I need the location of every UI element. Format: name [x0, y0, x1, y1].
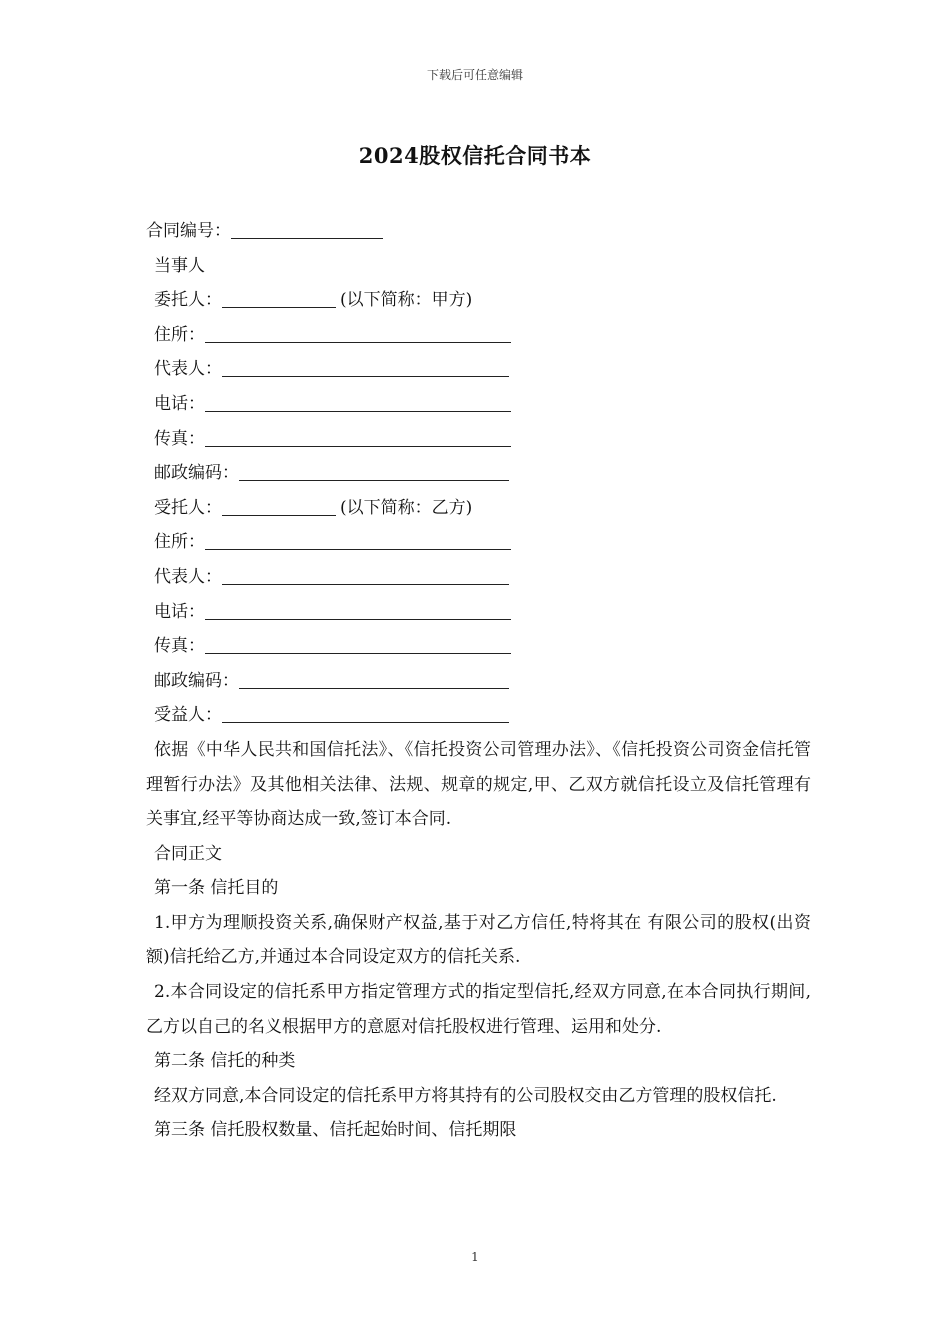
trustee-postcode-label: 邮政编码： — [154, 670, 239, 691]
principal-address-label: 住所： — [154, 324, 205, 345]
preamble-paragraph: 依据《中华人民共和国信托法》、《信托投资公司管理办法》、《信托投资公司资金信托管理暂行办法》及其他相关法律、法规、规章的规定,甲、乙双方就信托设立及信托管理有关事宜,经平等协商达成一致,签订本合同. — [146, 739, 811, 830]
principal-rep-label: 代表人： — [154, 359, 222, 380]
trustee-fax-label: 传真： — [154, 636, 205, 657]
beneficiary-line — [146, 698, 811, 733]
beneficiary-blank[interactable] — [222, 698, 509, 723]
trustee-postcode-line — [146, 664, 811, 699]
trustee-blank[interactable] — [222, 491, 336, 516]
article2-clause1: 经双方同意,本合同设定的信托系甲方将其持有的公司股权交由乙方管理的股权信托. — [154, 1085, 777, 1106]
principal-rep-blank[interactable] — [222, 352, 509, 377]
trustee-label: 受托人： — [154, 497, 222, 518]
principal-fax-label: 传真： — [154, 428, 205, 449]
principal-address-line — [146, 318, 811, 353]
trustee-fax-blank[interactable] — [205, 629, 511, 654]
trustee-suffix: (以下简称：乙方) — [340, 497, 473, 518]
trustee-rep-line — [146, 560, 811, 595]
contract-number-line — [146, 214, 811, 249]
principal-blank[interactable] — [222, 283, 336, 308]
principal-postcode-label: 邮政编码： — [154, 463, 239, 484]
trustee-line — [146, 491, 811, 526]
principal-phone-label: 电话： — [154, 393, 205, 414]
article2-heading: 第二条 信托的种类 — [154, 1051, 296, 1072]
body-heading: 合同正文 — [154, 843, 222, 864]
principal-fax-line — [146, 422, 811, 457]
article3-heading: 第三条 信托股权数量、信托起始时间、信托期限 — [154, 1120, 517, 1141]
trustee-phone-blank[interactable] — [205, 595, 511, 620]
trustee-fax-line — [146, 629, 811, 664]
principal-fax-blank[interactable] — [205, 422, 511, 447]
article1-clause2: 2.本合同设定的信托系甲方指定管理方式的指定型信托,经双方同意,在本合同执行期间,乙方以自己的名义根据甲方的意愿对信托股权进行管理、运用和处分. — [146, 982, 811, 1037]
principal-phone-line — [146, 387, 811, 422]
trustee-postcode-blank[interactable] — [239, 664, 509, 689]
trustee-address-label: 住所： — [154, 532, 205, 553]
principal-address-blank[interactable] — [205, 318, 511, 343]
document-title: 2024股权信托合同书本 — [358, 143, 592, 168]
contract-number-blank[interactable] — [231, 214, 383, 239]
parties-heading: 当事人 — [154, 255, 205, 276]
principal-rep-line — [146, 352, 811, 387]
trustee-rep-label: 代表人： — [154, 566, 222, 587]
contract-body — [146, 214, 811, 1148]
trustee-address-line — [146, 525, 811, 560]
principal-suffix: (以下简称：甲方) — [340, 290, 473, 311]
trustee-phone-line — [146, 595, 811, 630]
principal-line — [146, 283, 811, 318]
principal-postcode-blank[interactable] — [239, 456, 509, 481]
page-number: 1 — [471, 1250, 479, 1264]
contract-number-label: 合同编号： — [146, 221, 231, 241]
beneficiary-label: 受益人： — [154, 705, 222, 726]
principal-phone-blank[interactable] — [205, 387, 511, 412]
trustee-rep-blank[interactable] — [222, 560, 509, 585]
principal-label: 委托人： — [154, 290, 222, 311]
trustee-address-blank[interactable] — [205, 525, 511, 550]
article1-clause1: 1.甲方为理顺投资关系,确保财产权益,基于对乙方信任,特将其在 有限公司的股权(出资额)信托给乙方,并通过本合同设定双方的信托关系. — [146, 912, 811, 968]
article1-heading: 第一条 信托目的 — [154, 878, 279, 899]
trustee-phone-label: 电话： — [154, 601, 205, 622]
principal-postcode-line — [146, 456, 811, 491]
header-note: 下载后可任意编辑 — [426, 68, 523, 82]
